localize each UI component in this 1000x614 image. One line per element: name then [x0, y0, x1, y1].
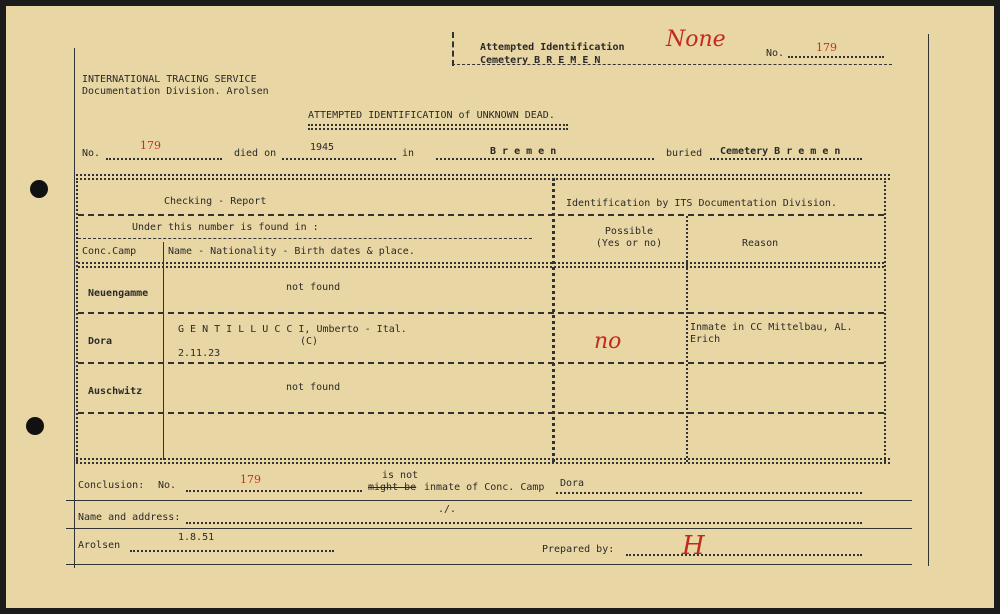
row2-separator: [78, 362, 884, 364]
table-left-border: [76, 178, 78, 462]
record-died-dots: [282, 158, 396, 160]
row2-name: G E N T I L L U C C I, Umberto - Ital.: [178, 324, 407, 335]
conclusion-camp-value: Dora: [560, 478, 585, 489]
table-top-border: [76, 174, 890, 180]
header-box-line1: Attempted Identification: [480, 42, 625, 53]
org-line2: Documentation Division. Arolsen: [82, 86, 269, 97]
conclusion-label: Conclusion:: [78, 480, 145, 491]
prepared-by-label: Prepared by:: [542, 544, 615, 555]
document-title: ATTEMPTED IDENTIFICATION of UNKNOWN DEAD.: [308, 110, 555, 121]
record-buried-dots: [710, 158, 862, 160]
row1-camp: Neuengamme: [88, 288, 149, 299]
record-in-dots: [436, 158, 654, 160]
footer-date: 1.8.51: [178, 532, 215, 543]
conclusion-no-label: No.: [158, 480, 177, 491]
name-address-rule: [66, 528, 912, 529]
row2-reason-line2: Erich: [690, 334, 721, 345]
title-underline: [308, 124, 568, 130]
col-possible: Possible: [604, 226, 654, 237]
record-in-value: B r e m e n: [490, 146, 557, 157]
record-no-dots: [106, 158, 222, 160]
header-box-left-edge: [452, 32, 454, 66]
conclusion-no-dots: [186, 490, 362, 492]
col-name-nationality: Name - Nationality - Birth dates & place.: [168, 246, 415, 257]
header-no-dots: [788, 56, 884, 58]
col-reason: Reason: [742, 238, 779, 249]
conclusion-rule: [66, 500, 912, 501]
row3-camp: Auschwitz: [88, 386, 143, 397]
punch-hole-bottom: [26, 417, 44, 435]
col-possible-sub: (Yes or no): [595, 238, 663, 249]
row2-birth-date: 2.11.23: [178, 348, 221, 359]
record-buried-value: Cemetery B r e m e n: [720, 146, 841, 157]
record-no-value: 179: [140, 139, 161, 152]
header-no-value: 179: [816, 41, 837, 54]
identification-header: Identification by ITS Documentation Division.: [566, 198, 837, 209]
col-conc-camp: Conc.Camp: [82, 246, 137, 257]
conclusion-camp-dots: [556, 492, 862, 494]
footer-place: Arolsen: [78, 540, 121, 551]
table-divider-main: [552, 178, 555, 462]
header-separator: [78, 214, 884, 216]
conclusion-no-value: 179: [240, 473, 261, 486]
row1-separator: [78, 312, 884, 314]
footer-date-dots: [130, 550, 334, 552]
under-separator: [78, 238, 532, 239]
record-died-label: died on: [234, 148, 277, 159]
record-in-label: in: [402, 148, 415, 159]
column-header-separator: [78, 262, 884, 268]
punch-hole-top: [30, 180, 48, 198]
header-box-line2: Cemetery B R E M E N: [480, 55, 601, 66]
footer-rule: [66, 564, 912, 565]
name-address-dots: [186, 522, 862, 524]
preparer-signature: H: [682, 531, 705, 561]
document-card: [6, 6, 994, 608]
card-right-rule: [928, 34, 929, 566]
handwritten-none-stamp: None: [666, 27, 726, 52]
table-divider-reason: [686, 216, 688, 462]
row2-name-line2: (C): [300, 336, 319, 347]
row3-separator: [78, 412, 884, 414]
under-number-header: Under this number is found in :: [132, 222, 319, 233]
row2-possible: no: [594, 329, 622, 354]
name-address-value: ./.: [438, 504, 457, 515]
prepared-by-dots: [626, 554, 862, 556]
name-address-label: Name and address:: [78, 512, 181, 523]
table-right-border: [884, 178, 886, 462]
row2-reason: Inmate in CC Mittelbau, AL.: [690, 322, 853, 333]
row1-name: not found: [286, 282, 341, 293]
org-line1: INTERNATIONAL TRACING SERVICE: [82, 74, 257, 85]
checking-report-header: Checking - Report: [164, 196, 267, 207]
record-died-value: 1945: [310, 142, 335, 153]
conclusion-is-not: is not: [382, 470, 419, 481]
table-divider-camp: [163, 242, 164, 460]
conclusion-rest: inmate of Conc. Camp: [424, 482, 545, 493]
header-no-label: No.: [766, 48, 785, 59]
row3-name: not found: [286, 382, 341, 393]
record-buried-label: buried: [666, 148, 703, 159]
conclusion-might-be: might be: [368, 482, 417, 493]
record-no-label: No.: [82, 148, 101, 159]
table-bottom-border: [76, 458, 890, 464]
row2-camp: Dora: [88, 336, 113, 347]
card-left-rule: [74, 48, 75, 568]
